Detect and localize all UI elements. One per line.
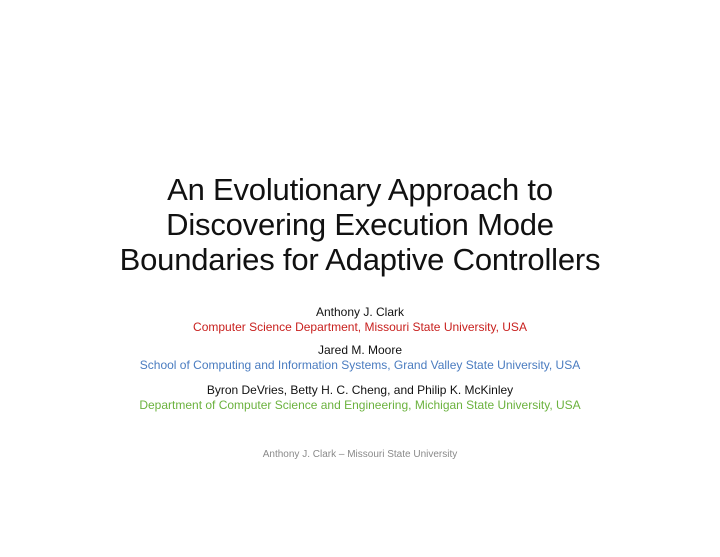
author-name: Anthony J. Clark <box>315 305 405 319</box>
title-line: Boundaries for Adaptive Controllers <box>119 242 601 277</box>
author-name: Jared M. Moore <box>317 343 403 357</box>
slide-title <box>20 172 700 277</box>
author-name: Byron DeVries, Betty H. C. Cheng, and Philip K. McKinley <box>206 383 514 397</box>
author-affiliation: School of Computing and Information Systems, Grand Valley State University, USA <box>139 358 581 372</box>
author-affiliation: Computer Science Department, Missouri State University, USA <box>193 320 527 334</box>
author-block <box>0 305 720 335</box>
slide-footer: Anthony J. Clark – Missouri State University <box>262 449 458 460</box>
title-line: Discovering Execution Mode <box>166 207 554 242</box>
author-block <box>0 343 720 373</box>
author-affiliation: Department of Computer Science and Engineering, Michigan State University, USA <box>139 398 581 412</box>
author-block <box>0 383 720 413</box>
title-line: An Evolutionary Approach to <box>167 172 553 207</box>
